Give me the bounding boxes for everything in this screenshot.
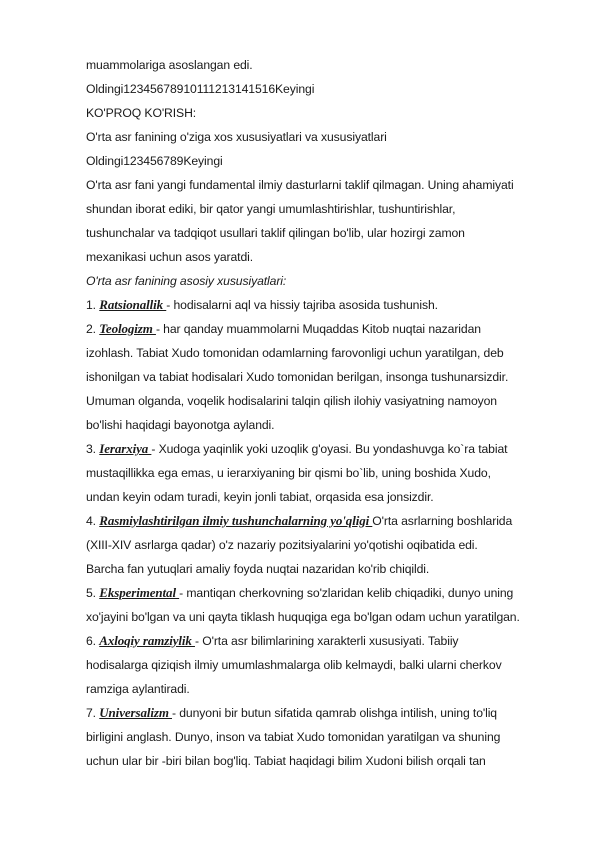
list-text: - hodisalarni aql va hissiy tajriba asosida tushunish. (166, 298, 438, 312)
list-item (86, 633, 458, 649)
list-term: Ierarxiya (99, 441, 152, 456)
text-line: ishonilgan va tabiat hodisalari Xudo tomonidan berilgan, insonga tushunarsizdir. (86, 370, 509, 384)
article-link[interactable]: O'rta asr fanining o'ziga xos xususiyatlari va xususiyatlari (86, 130, 387, 144)
text-line: ramziga aylantiradi. (86, 682, 190, 696)
list-number: 4. (86, 514, 100, 528)
text-line: Umuman olganda, voqelik hodisalarini talqin qilish ilohiy vasiyatning namoyon (86, 394, 497, 408)
list-item (86, 585, 513, 601)
more-heading: KO'PROQ KO'RISH: (86, 106, 197, 120)
text-line: (XIII-XIV asrlarga qadar) o'z nazariy pozitsiyalarini yo'qotishi oqibatida edi. (86, 538, 478, 552)
text-line: shundan iborat ediki, bir qator yangi umumlashtirishlar, tushuntirishlar, (86, 202, 456, 216)
pagination-link-line[interactable]: Oldingi123456789Keyingi (86, 154, 223, 168)
list-term: Teologizm (99, 321, 156, 336)
list-text: - O'rta asr bilimlarining xarakterli xususiyati. Tabiiy (194, 634, 459, 648)
list-number: 6. (86, 634, 100, 648)
list-item (86, 513, 512, 529)
text-line: O'rta asr fani yangi fundamental ilmiy dasturlarni taklif qilmagan. Uning ahamiyati (86, 178, 514, 192)
text-line: izohlash. Tabiat Xudo tomonidan odamlarning farovonligi uchun yaratilgan, deb (86, 346, 504, 360)
list-term: Rasmiylashtirilgan ilmiy tushunchalarning yo'qligi (99, 513, 373, 528)
list-text: - Xudoga yaqinlik yoki uzoqlik g'oyasi. Bu yondashuvga ko`ra tabiat (151, 442, 508, 456)
list-item (86, 297, 438, 313)
list-term: Ratsionallik (99, 297, 167, 312)
text-line: mexanikasi uchun asos yaratdi. (86, 250, 254, 264)
list-item (86, 705, 497, 721)
list-text: - dunyoni bir butun sifatida qamrab olishga intilish, uning to'liq (172, 706, 497, 720)
text-line: tushunchalar va tadqiqot usullari taklif qilingan bo'lib, ular hozirgi zamon (86, 226, 465, 240)
list-term: Universalizm (99, 705, 172, 720)
text-line: Barcha fan yutuqlari amaliy foyda nuqtai nazaridan ko'rib chiqildi. (86, 562, 430, 576)
list-item (86, 441, 507, 457)
list-term: Axloqiy ramziylik (99, 633, 195, 648)
text-line: bo'lishi haqidagi bayonotga aylandi. (86, 418, 275, 432)
text-line: muammolariga asoslangan edi. (86, 58, 253, 72)
list-number: 5. (86, 586, 100, 600)
list-text: - mantiqan cherkovning so'zlaridan kelib chiqadiki, dunyo uning (179, 586, 514, 600)
list-number: 3. (86, 442, 100, 456)
list-number: 1. (86, 298, 100, 312)
text-line: mustaqillikka ega emas, u ierarxiyaning bir qismi bo`lib, uning boshida Xudo, (86, 466, 491, 480)
list-number: 7. (86, 706, 100, 720)
pagination-link-line[interactable]: Oldingi12345678910111213141516Keyingi (86, 82, 315, 96)
text-line: hodisalarga qiziqish ilmiy umumlashmalarga olib kelmaydi, balki ularni cherkov (86, 658, 502, 672)
section-subtitle: O'rta asr fanining asosiy xususiyatlari: (86, 274, 287, 288)
list-text: - har qanday muammolarni Muqaddas Kitob nuqtai nazaridan (155, 322, 481, 336)
text-line: birligini anglash. Dunyo, inson va tabiat Xudo tomonidan yaratilgan va shuning (86, 730, 501, 744)
text-line: uchun ular bir -biri bilan bog'liq. Tabiat haqidagi bilim Xudoni bilish orqali tan (86, 754, 486, 768)
list-term: Eksperimental (99, 585, 180, 600)
list-number: 2. (86, 322, 100, 336)
text-line: undan keyin odam turadi, keyin jonli tabiat, orqasida esa jonsizdir. (86, 490, 434, 504)
list-text: O'rta asrlarning boshlarida (372, 514, 513, 528)
text-line: xo'jayini bo'lgan va uni qayta tiklash huquqiga ega bo'lgan odam uchun yaratilgan. (86, 610, 520, 624)
list-item (86, 321, 481, 337)
